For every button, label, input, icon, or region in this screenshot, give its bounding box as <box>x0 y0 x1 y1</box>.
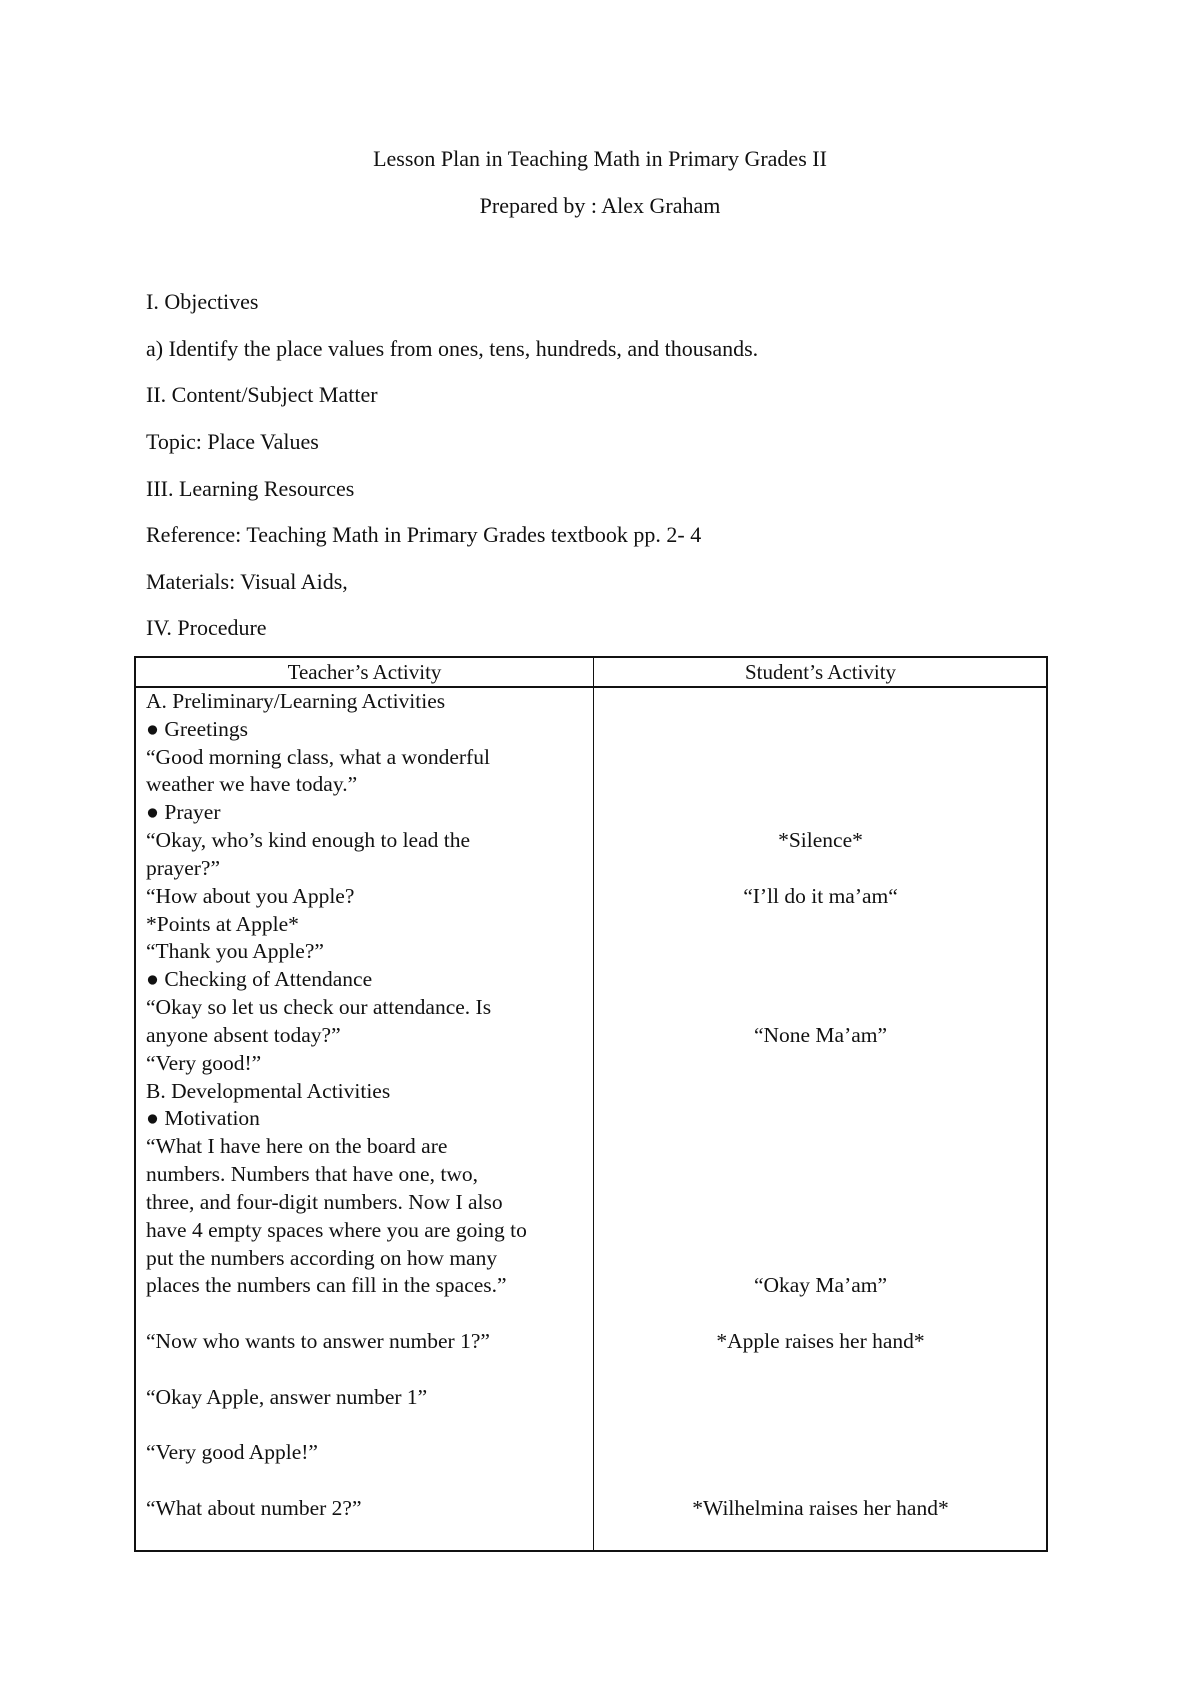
teacher-line: “Okay, who’s kind enough to lead the <box>146 828 471 852</box>
prepared-by: Prepared by : Alex Graham <box>479 193 721 218</box>
content-heading: II. Content/Subject Matter <box>146 382 378 407</box>
student-line: *Silence* <box>778 828 863 852</box>
table-header-row <box>136 658 1046 688</box>
teacher-line: “Thank you Apple?” <box>146 939 324 963</box>
resources-heading: III. Learning Resources <box>146 476 355 501</box>
student-line: “None Ma’am” <box>753 1023 888 1047</box>
student-line: “I’ll do it ma’am“ <box>743 884 898 908</box>
student-line: *Apple raises her hand* <box>716 1329 925 1353</box>
teacher-line-attendance: ● Checking of Attendance <box>146 967 373 991</box>
teacher-line: weather we have today.” <box>146 772 358 796</box>
teacher-line: *Points at Apple* <box>146 912 299 936</box>
teacher-line: “How about you Apple? <box>146 884 355 908</box>
procedure-heading: IV. Procedure <box>146 615 267 640</box>
teacher-line: put the numbers according on how many <box>146 1246 498 1270</box>
teacher-line: anyone absent today?” <box>146 1023 341 1047</box>
teacher-line: “Okay so let us check our attendance. Is <box>146 995 492 1019</box>
column-divider <box>593 658 594 1550</box>
teacher-line-developmental: B. Developmental Activities <box>146 1079 391 1103</box>
student-line: *Wilhelmina raises her hand* <box>692 1496 949 1520</box>
teacher-line: numbers. Numbers that have one, two, <box>146 1162 478 1186</box>
activity-table <box>134 656 1048 1552</box>
teacher-line: prayer?” <box>146 856 220 880</box>
reference-line: Reference: Teaching Math in Primary Grades textbook pp. 2- 4 <box>146 522 702 547</box>
teacher-line: “Very good!” <box>146 1051 262 1075</box>
header-student-activity: Student’s Activity <box>744 660 897 684</box>
teacher-line: “Good morning class, what a wonderful <box>146 745 490 769</box>
teacher-line-greetings: ● Greetings <box>146 717 248 741</box>
teacher-line-preliminary: A. Preliminary/Learning Activities <box>146 689 446 713</box>
teacher-line: “Now who wants to answer number 1?” <box>146 1329 490 1353</box>
student-line: “Okay Ma’am” <box>753 1273 888 1297</box>
teacher-line: “What about number 2?” <box>146 1496 362 1520</box>
teacher-line: “Very good Apple!” <box>146 1440 318 1464</box>
topic-line: Topic: Place Values <box>146 429 319 454</box>
document-title: Lesson Plan in Teaching Math in Primary Grades II <box>373 146 827 171</box>
objectives-heading: I. Objectives <box>146 289 259 314</box>
teacher-line: three, and four-digit numbers. Now I also <box>146 1190 503 1214</box>
teacher-line: “What I have here on the board are <box>146 1134 448 1158</box>
header-teacher-activity: Teacher’s Activity <box>287 660 442 684</box>
materials-line: Materials: Visual Aids, <box>146 569 348 594</box>
teacher-line-prayer: ● Prayer <box>146 800 221 824</box>
teacher-line-motivation: ● Motivation <box>146 1106 260 1130</box>
teacher-line: have 4 empty spaces where you are going to <box>146 1218 527 1242</box>
teacher-line: “Okay Apple, answer number 1” <box>146 1385 428 1409</box>
objective-a: a) Identify the place values from ones, tens, hundreds, and thousands. <box>146 336 759 361</box>
teacher-line: places the numbers can fill in the spaces.” <box>146 1273 507 1297</box>
